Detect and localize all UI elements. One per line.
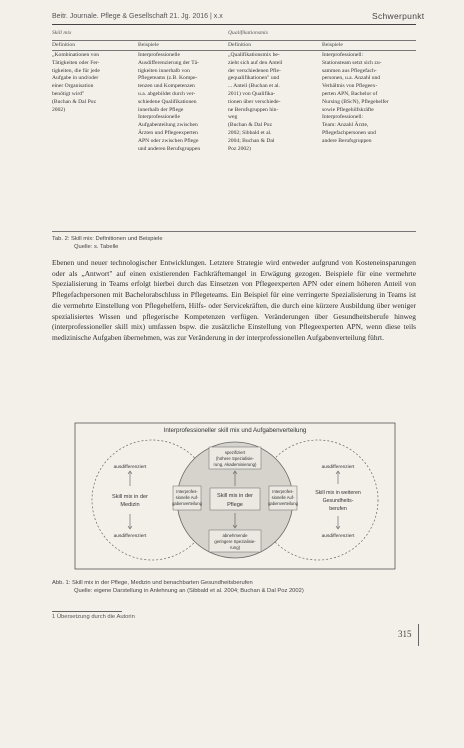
table-caption: [52, 236, 163, 251]
overlap-left-label-2: sionelle Auf-: [175, 495, 199, 500]
center-bottom-label-2: geringere Spezialisie-: [214, 539, 256, 544]
footnote: 1 Übersetzung durch die Autorin: [52, 614, 135, 620]
center-bottom-label-3: rung): [229, 545, 241, 550]
table-caption-title: Skill mix: Definitionen und Beispiele: [71, 236, 163, 242]
table-caption-source: Quelle: s. Tabelle: [74, 243, 119, 250]
center-top-label-2: (höhere Spezialisie-: [216, 456, 254, 461]
page-number-rule: [418, 624, 419, 646]
overlap-right-label-1: Interprofes-: [272, 489, 294, 494]
overlap-left-label-1: Interprofes-: [176, 489, 198, 494]
left-top-label: ausdifferenziert: [113, 465, 147, 470]
table-cell-definition-qualifikationsmix: „Qualifikationsmix be- zieht sich auf den Anteil der verschiedenen Pfle- gequalifikationen" und ... Anteil (Buchan et al. 2011) von Qualifika- tionen über verschiede- ne Berufsgruppen hin- weg (Buchan & Dal Poz 2002; Sibbald et al. 2004; Buchan & Dal Poz 2002): [228, 52, 283, 152]
table-group-qualifikationsmix: Qualifikationsmix: [228, 30, 269, 36]
figure-caption-source: Quelle: eigene Darstellung in Anlehnung an (Sibbald et al. 2004; Buchan & Dal Poz 2002): [74, 587, 304, 594]
center-top-label-1: spezifiziert: [224, 450, 246, 455]
table-cell-definition-skill-mix: „Kombinationen von Tätigkeiten oder Fer- tigkeiten, die für jede Aufgabe in und/oder einer Organisation benötigt wird" (Buchan & Dal Poz 2002): [52, 52, 100, 113]
right-top-label: ausdifferenziert: [321, 465, 355, 470]
table-header-cell: Definition: [228, 42, 251, 48]
body-paragraph: Ebenen und neuer technologischer Entwicklungen. Letztere Strategie wird entweder aufgrund von Kosteneinsparungen oder als „Antwort" auf einen existierenden Fachkräftemangel in Erwägung gezogen. Beispiele für eine vermehrte Spezialisierung in Teams erfolgt hierbei durch das Einsetzen von Pflegeexperten APN oder einem höheren Anteil von Pflegefachpersonen mit Bachelorabschluss in Pflegeteams. Ein Beispiel für eine verringerte Spezialisierung in Teams ist die vermehrte Einstellung von Pflegehelfern, Hilfs- oder Servicekräften, die durch eine kürzere Ausbildung über weniger spezialisiertes Wissen und pflegerische Kompetenzen verfügen. Veränderungen über Gesundheitsberufe hinweg (interprofessioneller skill mix) umfassen bspw. die zusätzliche Einstellung von Pflegeexperten APN, wenn diese teils medizinische Aufgaben übernehmen, was zur Veränderung in der interprofessionellen Aufgabenverteilung führt.: [52, 258, 416, 342]
left-center-label-1: Skill mix in der: [111, 494, 149, 500]
page-number: 315: [398, 629, 412, 639]
center-bottom-label-1: abnehmende: [222, 533, 248, 538]
center-label-1: Skill mix in der: [216, 493, 254, 499]
header-rule: [52, 24, 416, 25]
table-caption-label: Tab. 2:: [52, 236, 70, 242]
diagram-title: Interprofessioneller skill mix und Aufgabenverteilung: [163, 427, 307, 434]
center-top-label-3: rung, Akademisierung): [213, 462, 257, 467]
section-label: Schwerpunkt: [372, 11, 425, 21]
footnote-rule: [52, 611, 122, 612]
skill-mix-venn: [74, 420, 396, 570]
center-label-2: Pflege: [227, 502, 243, 508]
running-header: Beitr. Journale. Pflege & Gesellschaft 21. Jg. 2016 | x.x: [52, 13, 223, 20]
right-center-label-1: Skill mix in weiteren: [315, 490, 361, 496]
skill-mix-diagram: [74, 420, 396, 570]
figure-caption-title: Abb. 1: Skill mix in der Pflege, Medizin und benachbarten Gesundheitsberufen: [52, 580, 253, 586]
figure-caption: [52, 580, 304, 595]
table-bottom-rule: [52, 231, 416, 232]
left-bottom-label: ausdifferenziert: [113, 534, 147, 539]
table-header-cell: Definition: [52, 42, 75, 48]
overlap-left-label-3: gabenverteilung: [172, 501, 202, 506]
right-center-label-2: Gesundheits-: [322, 498, 354, 504]
right-bottom-label: ausdifferenziert: [321, 534, 355, 539]
table-header-row: [52, 40, 416, 51]
table-group-skill-mix: Skill mix: [52, 30, 72, 36]
table-header-cell: Beispiele: [322, 42, 343, 48]
left-center-label-2: Medizin: [120, 502, 140, 508]
table-cell-examples-qualifikationsmix: Interprofessionell: Stationsteam setzt sich zu- sammen aus Pflegefach- personen, u.a. Anzahl und Verhältnis von Pflegeex- perten APN, Bachelor of Nursing (BScN), Pflegehelfer sowie Pflegehilfskräfte Interprofessionell: Team: Anzahl Ärzte, Pflegefachpersonen und andere Berufsgruppen: [322, 52, 389, 144]
overlap-right-label-2: sionelle Auf-: [271, 495, 295, 500]
table-header-cell: Beispiele: [138, 42, 159, 48]
overlap-right-label-3: gabenverteilung: [268, 501, 298, 506]
right-center-label-3: berufen: [329, 506, 347, 512]
table-cell-examples-skill-mix: Interprofessionelle Ausdifferenzierung der Tä- tigkeiten innerhalb von Pflegeteams (z.B. Kompe- tenzen und Kompetenzen u.a. abgebildet durch ver- schiedene Qualifikationen innerhalb der Pflege Interprofessionelle Aufgabenteilung zwischen Ärzten und Pflegeexperten APN oder zwischen Pflege und anderen Berufsgruppen: [138, 52, 201, 152]
